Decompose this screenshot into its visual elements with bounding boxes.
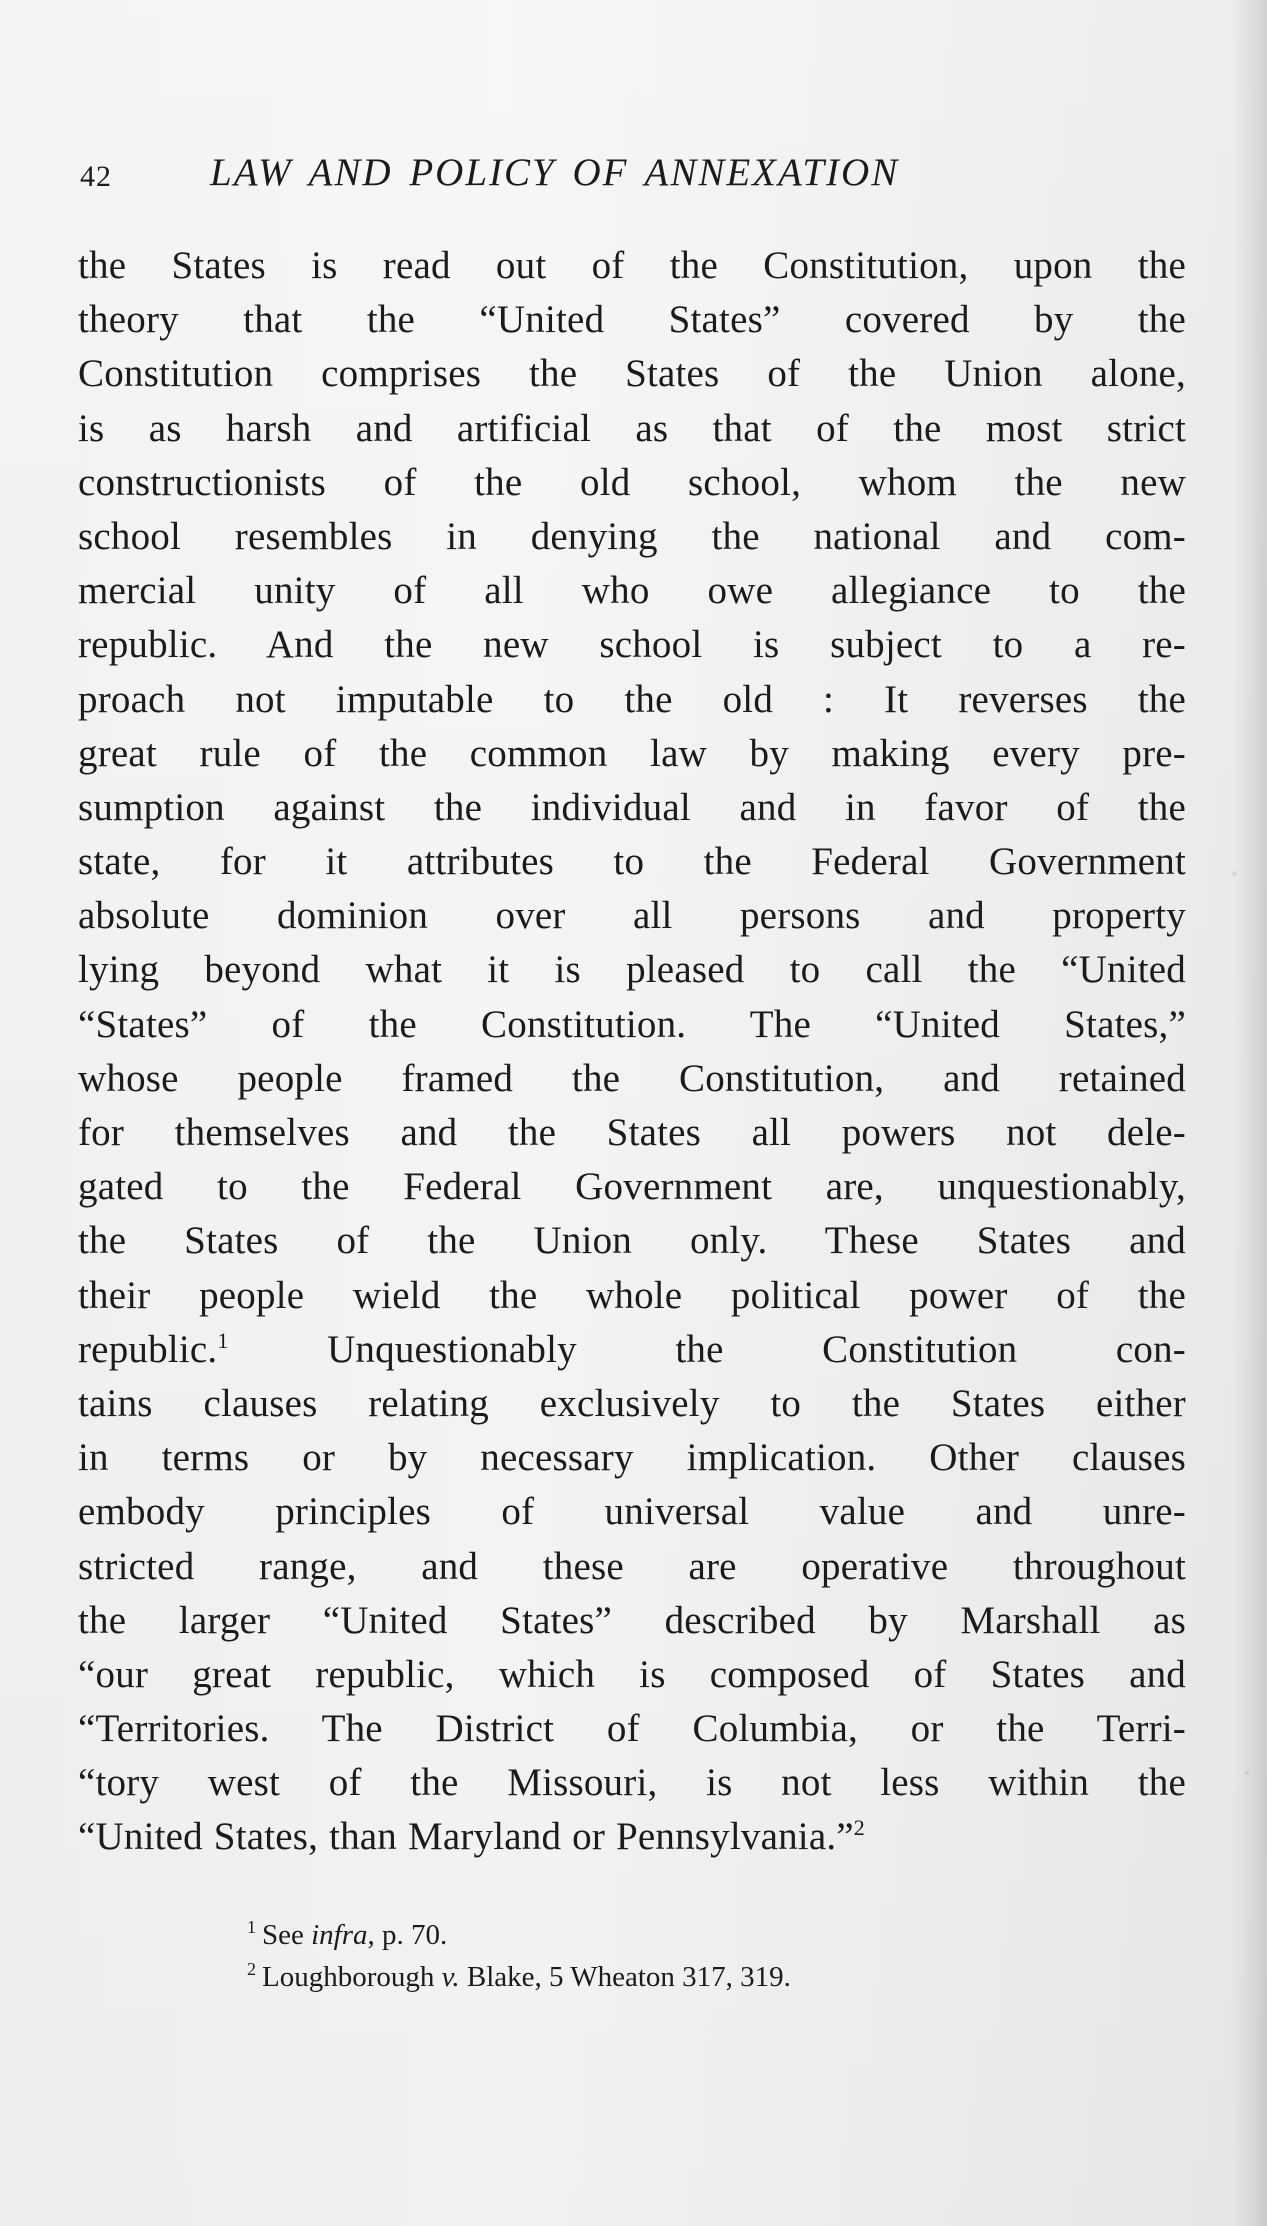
body-line-5: constructionists of the old school, whom the new <box>78 460 1186 504</box>
footnote-mark-2: 2 <box>247 1959 256 1980</box>
running-title: LAW AND POLICY OF ANNEXATION <box>210 151 900 194</box>
body-line-4: is as harsh and artificial as that of the most strict <box>78 406 1186 450</box>
body-line-26: the larger “United States” described by Marshall as <box>78 1598 1186 1642</box>
body-line-1: the States is read out of the Constitution, upon the <box>78 244 1186 287</box>
body-line-29: “tory west of the Missouri, is not less within the <box>78 1761 1186 1805</box>
body-line-27: “our great republic, which is composed of States and <box>78 1652 1186 1696</box>
body-line-21-end: Unquestionably the Constitution con- <box>228 1327 1186 1371</box>
body-line-11: sumption against the individual and in favor of the <box>78 785 1186 829</box>
footnote-reference-1[interactable]: 1 <box>217 1327 229 1353</box>
body-line-15: “States” of the Constitution. The “United States,” <box>78 1002 1186 1046</box>
footnote-2-italic: v. <box>441 1961 460 1993</box>
body-line-23: in terms or by necessary implication. Other clauses <box>78 1436 1186 1480</box>
body-line-12: state, for it attributes to the Federal Government <box>78 840 1186 884</box>
page-number: 42 <box>80 160 112 193</box>
footnote-2-after: Blake, 5 Wheaton 317, 319. <box>459 1961 791 1993</box>
running-header <box>80 148 1080 198</box>
footnote-1-italic: infra <box>311 1919 368 1951</box>
body-line-20: their people wield the whole political power of the <box>78 1273 1186 1317</box>
body-line-9: proach not imputable to the old : It reverses the <box>78 677 1186 721</box>
body-line-13: absolute dominion over all persons and property <box>78 894 1186 938</box>
footnote-2 <box>247 1957 1087 1999</box>
footnote-1 <box>247 1915 1087 1957</box>
body-line-25: stricted range, and these are operative throughout <box>78 1544 1186 1588</box>
body-line-16: whose people framed the Constitution, and retained <box>78 1056 1186 1100</box>
footnote-2-before: Loughborough <box>262 1961 442 1993</box>
scan-speck <box>1245 1771 1249 1775</box>
page-edge-shadow <box>1233 0 1267 2226</box>
body-line-2: theory that the “United States” covered by the <box>78 298 1186 342</box>
body-line-21-start: republic. <box>78 1327 218 1371</box>
body-line-21 <box>78 1323 1186 1377</box>
footnotes <box>247 1915 1087 1999</box>
body-line-14: lying beyond what it is pleased to call the “United <box>78 948 1186 992</box>
body-line-28: “Territories. The District of Columbia, or the Terri- <box>78 1707 1186 1751</box>
scan-speck <box>1232 871 1237 876</box>
body-line-8: republic. And the new school is subject to a re- <box>78 623 1186 667</box>
body-line-22: tains clauses relating exclusively to the States either <box>78 1381 1186 1425</box>
footnote-1-after: , p. 70. <box>367 1919 448 1951</box>
body-line-10: great rule of the common law by making every pre- <box>78 731 1186 775</box>
body-line-30 <box>78 1810 1186 1864</box>
body-text <box>78 239 1186 1865</box>
body-last-line-text: “United States, than Maryland or Pennsylvania.” <box>78 1815 854 1859</box>
body-line-7: mercial unity of all who owe allegiance to the <box>78 569 1186 613</box>
footnote-reference-2[interactable]: 2 <box>853 1815 865 1841</box>
body-line-18: gated to the Federal Government are, unquestionably, <box>78 1165 1186 1209</box>
footnote-1-before: See <box>262 1919 312 1951</box>
body-line-24: embody principles of universal value and unre- <box>78 1490 1186 1534</box>
body-line-19: the States of the Union only. These States and <box>78 1219 1186 1263</box>
footnote-mark-1: 1 <box>247 1917 256 1938</box>
body-line-17: for themselves and the States all powers not dele- <box>78 1111 1186 1154</box>
body-line-6: school resembles in denying the national and com- <box>78 514 1186 558</box>
body-line-3: Constitution comprises the States of the Union alone, <box>78 352 1186 396</box>
